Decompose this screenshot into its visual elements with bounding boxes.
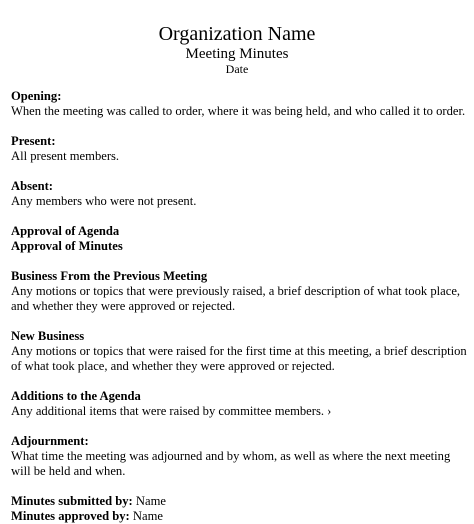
section-heading: Opening: bbox=[11, 89, 62, 103]
section-heading: Present: bbox=[11, 134, 56, 148]
section-text: What time the meeting was adjourned and by whom, as well as where the next meeting will be held and when. bbox=[11, 449, 451, 478]
section-opening bbox=[11, 89, 467, 119]
section-approvals bbox=[11, 224, 467, 254]
approved-by-label: Minutes approved by: bbox=[11, 509, 130, 523]
section-present bbox=[11, 134, 467, 164]
section-heading: Business From the Previous Meeting bbox=[11, 269, 208, 283]
section-text: Any additional items that were raised by committee members. › bbox=[11, 404, 332, 418]
submitted-by-value: Name bbox=[135, 494, 166, 508]
section-heading: New Business bbox=[11, 329, 85, 343]
document-date: Date bbox=[225, 62, 249, 76]
section-absent bbox=[11, 179, 467, 209]
section-previous-business bbox=[11, 269, 467, 314]
submitted-by-label: Minutes submitted by: bbox=[11, 494, 133, 508]
section-text: Any motions or topics that were raised for the first time at this meeting, a brief description of what took place, and whether they were approved or rejected. bbox=[11, 344, 467, 373]
document-title: Meeting Minutes bbox=[185, 46, 289, 62]
approval-minutes-heading: Approval of Minutes bbox=[11, 239, 123, 253]
approval-agenda-heading: Approval of Agenda bbox=[11, 224, 120, 238]
approved-by-line bbox=[11, 509, 467, 524]
section-additions bbox=[11, 389, 467, 419]
section-heading: Absent: bbox=[11, 179, 53, 193]
section-signoff bbox=[11, 494, 467, 524]
minutes-body bbox=[11, 89, 467, 524]
section-text: Any motions or topics that were previously raised, a brief description of what took place, and whether they were approved or rejected. bbox=[11, 284, 461, 313]
approved-by-value: Name bbox=[132, 509, 163, 523]
section-text: When the meeting was called to order, where it was being held, and who called it to order. bbox=[11, 104, 466, 118]
organization-name: Organization Name bbox=[158, 23, 316, 45]
section-text: All present members. bbox=[11, 149, 120, 163]
section-heading: Adjournment: bbox=[11, 434, 89, 448]
section-text: Any members who were not present. bbox=[11, 194, 197, 208]
section-new-business bbox=[11, 329, 467, 374]
section-heading: Additions to the Agenda bbox=[11, 389, 141, 403]
submitted-by-line bbox=[11, 494, 467, 509]
section-adjournment bbox=[11, 434, 467, 479]
